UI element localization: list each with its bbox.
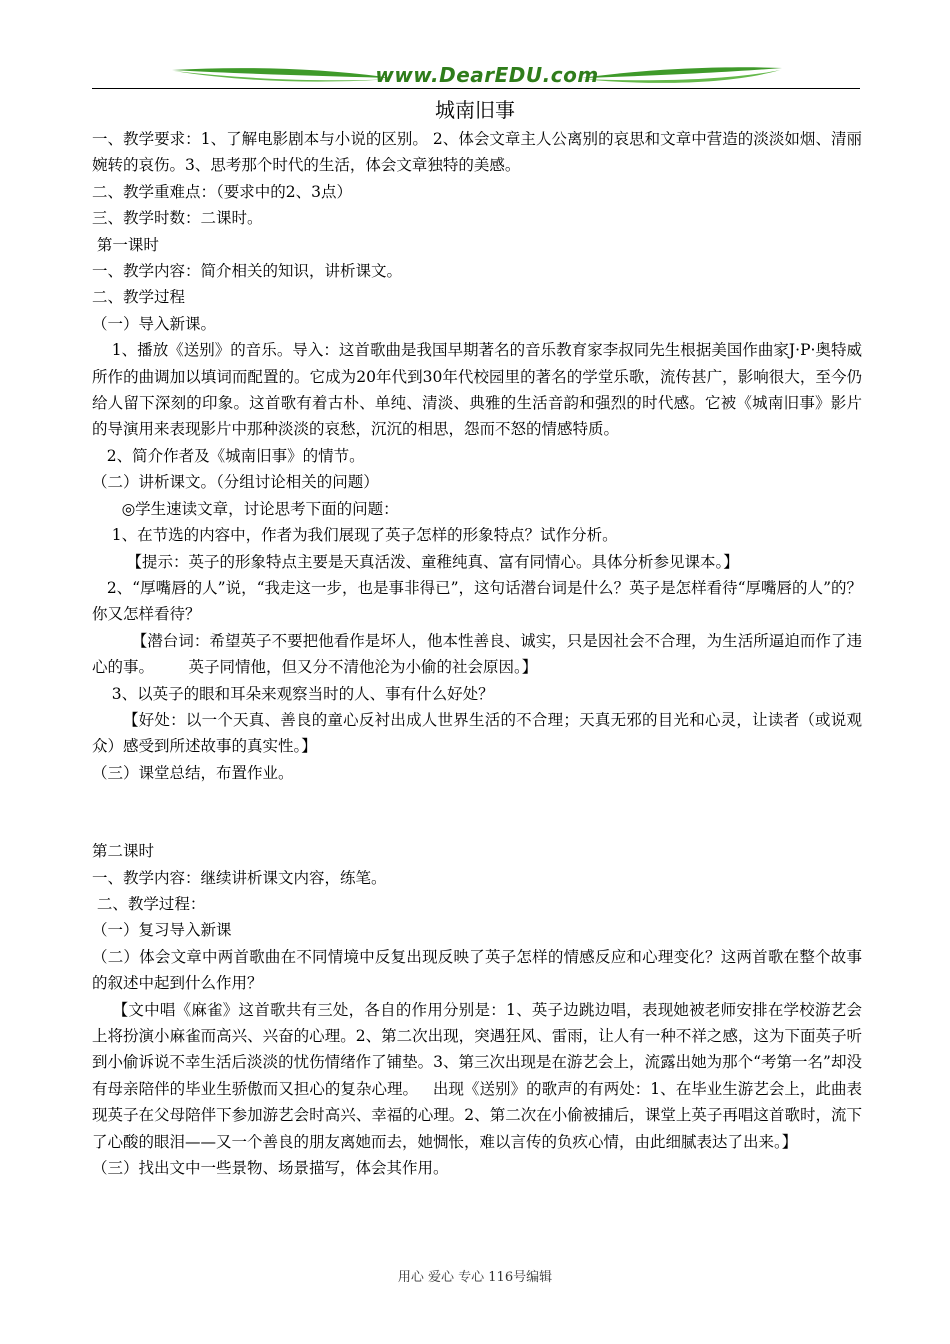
paragraph: 二、教学重难点：（要求中的2、3点） <box>92 182 352 201</box>
paragraph: （一）导入新课。 <box>92 314 217 333</box>
answer-hint: 【提示：英子的形象特点主要是天真活泼、童稚纯真、富有同情心。具体分析参见课本。】 <box>92 552 739 571</box>
paragraph: 一、教学要求：1、了解电影剧本与小说的区别。 2、体会文章主人公离别的哀思和文章中营造的淡淡如烟、清丽婉转的哀伤。3、思考那个时代的生活，体会文章独特的美感。 <box>92 130 862 175</box>
paragraph: 一、教学内容：简介相关的知识，讲析课文。 <box>92 262 403 281</box>
question: 3、以英子的眼和耳朵来观察当时的人、事有什么好处？ <box>92 684 494 703</box>
site-logo: www.DearEDU.com <box>375 63 599 87</box>
paragraph: （二）讲析课文。（分组讨论相关的问题） <box>92 473 379 492</box>
header-divider <box>92 88 860 89</box>
paragraph: （一）复习导入新课 <box>92 921 232 940</box>
question: 1、在节选的内容中，作者为我们展现了英子怎样的形象特点？试作分析。 <box>92 526 618 545</box>
paragraph: ◎学生速读文章，讨论思考下面的问题： <box>92 499 399 518</box>
section-heading: 第二课时 <box>92 842 155 861</box>
paragraph: 二、教学过程 <box>92 288 186 307</box>
page-footer: 用心 爱心 专心 116号编辑 <box>397 1270 553 1285</box>
paragraph: 二、教学过程： <box>92 894 206 913</box>
answer-hint: 【潜台词：希望英子不要把他看作是坏人，他本性善良、诚实，只是因社会不合理，为生活所逼迫而作了违心的事。 英子同情他，但又分不清他沦为小偷的社会原因。】 <box>92 631 862 677</box>
question: 2、“厚嘴唇的人”说，“我走这一步，也是事非得已”，这句话潜台词是什么？英子是怎样看待“厚嘴唇的人”的？你又怎样看待？ <box>92 578 863 624</box>
paragraph: （三）找出文中一些景物、场景描写，体会其作用。 <box>92 1159 449 1178</box>
paragraph: 一、教学内容：继续讲析课文内容，练笔。 <box>92 868 387 887</box>
section-heading: 第一课时 <box>92 235 159 254</box>
question: （二）体会文章中两首歌曲在不同情境中反复出现反映了英子怎样的情感反应和心理变化？这两首歌在整个故事的叙述中起到什么作用？ <box>92 947 862 993</box>
answer-hint: 【好处：以一个天真、善良的童心反衬出成人世界生活的不合理；天真无邪的目光和心灵，让读者（或说观众）感受到所述故事的真实性。】 <box>92 710 863 756</box>
document-body <box>92 126 862 1181</box>
site-header <box>92 58 860 92</box>
paragraph: 2、简介作者及《城南旧事》的情节。 <box>92 446 365 465</box>
document-title: 城南旧事 <box>435 98 515 122</box>
paragraph: （三）课堂总结，布置作业。 <box>92 763 294 782</box>
paragraph: 1、播放《送别》的音乐。导入：这首歌曲是我国早期著名的音乐教育家李叔同先生根据美国作曲家J·P·奥特威所作的曲调加以填词而配置的。它成为20年代到30年代校园里的著名的学堂乐歌，流传甚广，影响很大，至今仍给人留下深刻的印象。这首歌有着古朴、单纯、清淡、典雅的生活音韵和强烈的时代感。它被《城南旧事》影片的导演用来表现影片中那种淡淡的哀愁，沉沉的相思，怨而不怒的情感特质。 <box>92 341 862 439</box>
paragraph: 三、教学时数：二课时。 <box>92 209 263 228</box>
answer-hint: 【文中唱《麻雀》这首歌共有三处，各自的作用分别是：1、英子边跳边唱，表现她被老师安排在学校游艺会上将扮演小麻雀而高兴、兴奋的心理。2、第二次出现，突遇狂风、雷雨，让人有一种不祥之感，这为下面英子听到小偷诉说不幸生活后淡淡的忧伤情绪作了铺垫。3、第三次出现是在游艺会上，流露出她为那个“考第一名”却没有母亲陪伴的毕业生骄傲而又担心的复杂心理。 出现《送别》的歌声的有两处：1、在毕业生游艺会上，此曲表现英子在父母陪伴下参加游艺会时高兴、幸福的心理。2、第二次在小偷被捕后，课堂上英子再唱这首歌时，流下了心酸的眼泪——又一个善良的朋友离她而去，她惆怅，难以言传的负疚心情，由此细腻表达了出来。】 <box>92 1000 862 1151</box>
spacer <box>92 786 862 838</box>
